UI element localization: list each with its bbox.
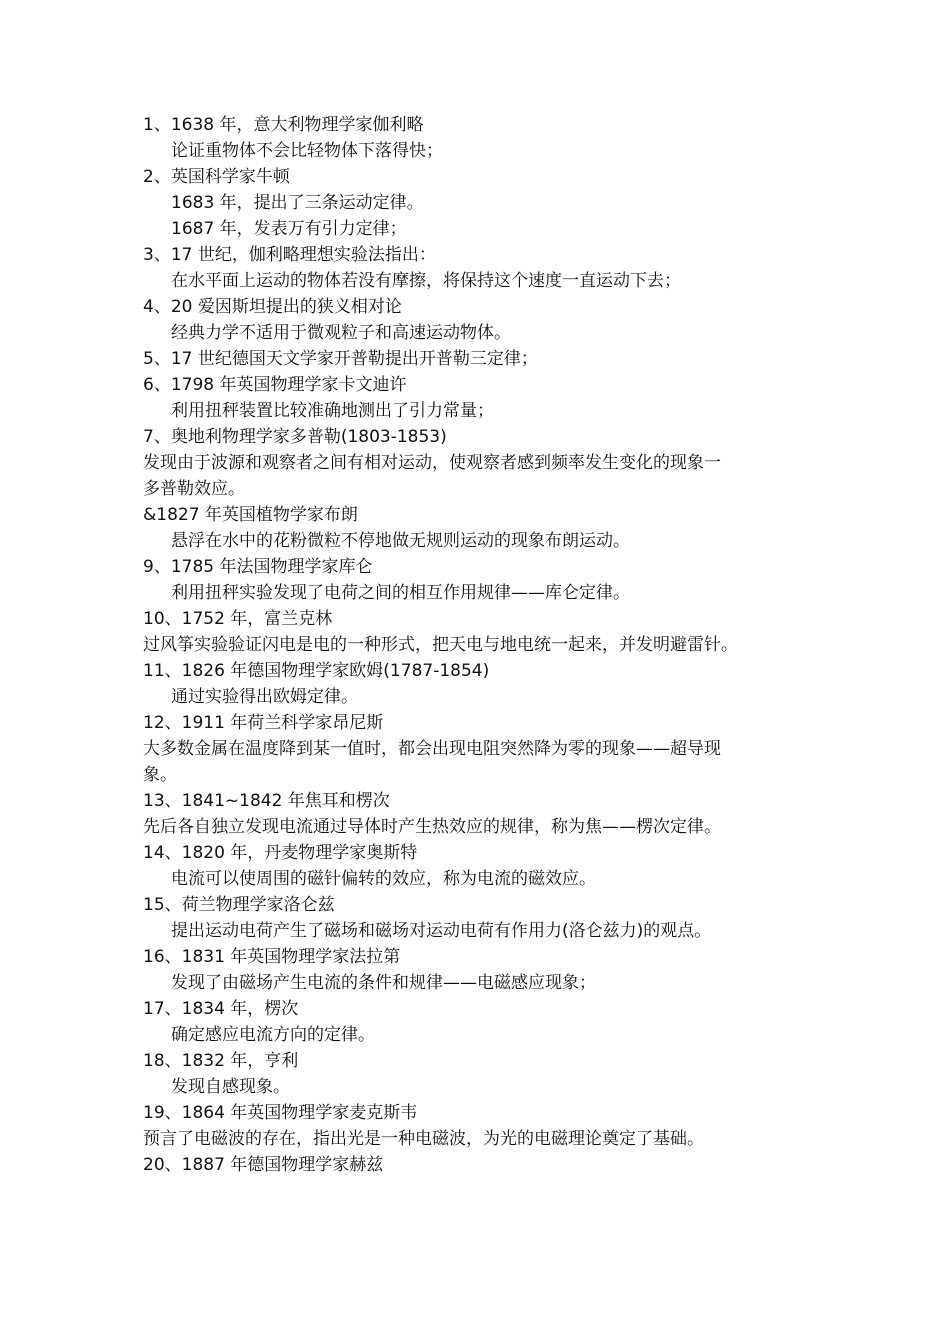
line-item-40: 预言了电磁波的存在，指出光是一种电磁波，为光的电磁理论奠定了基础。 — [143, 1129, 704, 1149]
line-item-7: 在水平面上运动的物体若没有摩擦，将保持这个速度一直运动下去； — [171, 271, 681, 291]
line-item-29: 14、1820 年，丹麦物理学家奥斯特 — [143, 843, 418, 863]
line-item-10: 5、17 世纪德国天文学家开普勒提出开普勒三定律； — [143, 349, 538, 369]
document-body — [143, 112, 823, 1178]
line-item-22: 11、1826 年德国物理学家欧姆(1787-1854) — [143, 661, 490, 681]
line-item-5: 1687 年，发表万有引力定律； — [171, 219, 407, 239]
line-item-39: 19、1864 年英国物理学家麦克斯韦 — [143, 1103, 418, 1123]
line-item-37: 18、1832 年，亨利 — [143, 1051, 299, 1071]
line-item-15: 多普勒效应。 — [143, 479, 245, 499]
line-item-3: 2、英国科学家牛顿 — [143, 167, 290, 187]
line-item-2: 论证重物体不会比轻物体下落得快； — [171, 141, 443, 161]
line-item-9: 经典力学不适用于微观粒子和高速运动物体。 — [171, 323, 511, 343]
line-item-24: 12、1911 年荷兰科学家昂尼斯 — [143, 713, 384, 733]
line-item-17: 悬浮在水中的花粉微粒不停地做无规则运动的现象布朗运动。 — [171, 531, 630, 551]
line-item-30: 电流可以使周围的磁针偏转的效应，称为电流的磁效应。 — [171, 869, 596, 889]
line-item-36: 确定感应电流方向的定律。 — [171, 1025, 375, 1045]
line-item-32: 提出运动电荷产生了磁场和磁场对运动电荷有作用力(洛仑兹力)的观点。 — [171, 921, 712, 941]
line-item-20: 10、1752 年，富兰克林 — [143, 609, 333, 629]
line-item-1: 1、1638 年，意大利物理学家伽利略 — [143, 115, 424, 135]
line-item-38: 发现自感现象。 — [171, 1077, 290, 1097]
line-item-12: 利用扭秤装置比较准确地测出了引力常量； — [171, 401, 494, 421]
line-item-8: 4、20 爱因斯坦提出的狭义相对论 — [143, 297, 402, 317]
line-item-35: 17、1834 年，楞次 — [143, 999, 299, 1019]
line-item-14: 发现由于波源和观察者之间有相对运动，使观察者感到频率发生变化的现象一 — [143, 453, 721, 473]
line-item-4: 1683 年，提出了三条运动定律。 — [171, 193, 424, 213]
line-item-33: 16、1831 年英国物理学家法拉第 — [143, 947, 401, 967]
line-item-11: 6、1798 年英国物理学家卡文迪许 — [143, 375, 407, 395]
line-item-26: 象。 — [143, 765, 177, 785]
line-item-28: 先后各自独立发现电流通过导体时产生热效应的规律，称为焦——楞次定律。 — [143, 817, 721, 837]
line-item-27: 13、1841~1842 年焦耳和楞次 — [143, 791, 390, 811]
line-item-31: 15、荷兰物理学家洛仑兹 — [143, 895, 335, 915]
line-item-34: 发现了由磁场产生电流的条件和规律——电磁感应现象； — [171, 973, 596, 993]
line-item-18: 9、1785 年法国物理学家库仑 — [143, 557, 373, 577]
line-item-6: 3、17 世纪，伽利略理想实验法指出： — [143, 245, 436, 265]
line-item-41: 20、1887 年德国物理学家赫兹 — [143, 1155, 384, 1175]
line-item-25: 大多数金属在温度降到某一值时，都会出现电阻突然降为零的现象——超导现 — [143, 739, 721, 759]
line-item-21: 过风筝实验验证闪电是电的一种形式，把天电与地电统一起来，并发明避雷针。 — [143, 635, 738, 655]
line-item-19: 利用扭秤实验发现了电荷之间的相互作用规律——库仑定律。 — [171, 583, 630, 603]
line-item-23: 通过实验得出欧姆定律。 — [171, 687, 358, 707]
line-item-16: &1827 年英国植物学家布朗 — [143, 505, 358, 525]
line-item-13: 7、奥地利物理学家多普勒(1803-1853) — [143, 427, 447, 447]
